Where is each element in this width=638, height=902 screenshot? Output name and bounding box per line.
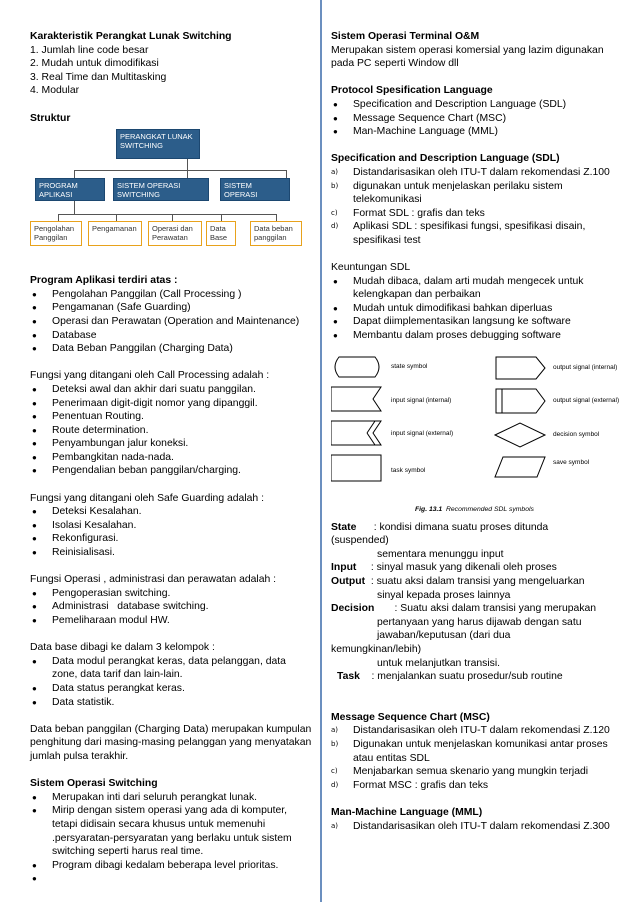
org-box-pengolahan — [30, 221, 82, 246]
list-item: ● Pemeliharaan modul HW. — [30, 614, 314, 628]
oam-intro: Fungsi Operasi , administrasi dan perawatan adalah : — [30, 574, 277, 586]
struktur-heading: Struktur — [30, 112, 71, 124]
definition-text: jawaban/keputusan (dari dua — [377, 630, 511, 642]
org-connector — [276, 214, 277, 221]
org-box-line: Data beban — [254, 224, 293, 234]
list-item: ● Penyambungan jalur koneksi. — [30, 437, 314, 451]
sdl-symbols-figure — [331, 351, 631, 521]
output-internal-label: output signal (internal) — [553, 363, 618, 371]
org-box-line: Base — [210, 233, 228, 243]
list-item: ● Deteksi awal dan akhir dari suatu panggilan. — [30, 383, 314, 397]
list-item: ● Mirip dengan sistem operasi yang ada di komputer, tetapi didisain secara khusus untuk memenuhi .persyaratan-persyaratan yang berlaku untuk sistem switching seperti harus real time. — [30, 804, 314, 858]
org-box-line: PROGRAM — [39, 181, 78, 191]
list-item: ● Penerimaan digit-digit nomor yang dipanggil. — [30, 397, 314, 411]
list-item: ● Data Beban Panggilan (Charging Data) — [30, 342, 314, 356]
list-item: ● Operasi dan Perawatan (Operation and Maintenance) — [30, 315, 314, 329]
definition-text: untuk melanjutkan transisi. — [377, 657, 501, 669]
list-item: ● Merupakan inti dari seluruh perangkat lunak. — [30, 791, 314, 805]
definition-term: Output — [331, 576, 366, 588]
mml-heading: Man-Machine Language (MML) — [331, 806, 483, 818]
list-item: ● Penentuan Routing. — [30, 410, 314, 424]
list-item: ● Dapat diimplementasikan langsung ke software — [331, 315, 615, 329]
program-heading: Program Aplikasi terdiri atas : — [30, 275, 178, 287]
list-item — [30, 872, 314, 886]
save-label: save symbol — [553, 458, 590, 466]
org-box-line: SWITCHING — [117, 190, 160, 200]
list-item: ● Isolasi Kesalahan. — [30, 519, 314, 533]
org-box-database — [206, 221, 236, 246]
input-external-shape — [331, 421, 381, 445]
terminal-paragraph: Merupakan sistem operasi komersial yang lazim digunakan pada PC seperti Window dll — [331, 44, 604, 70]
keuntungan-list — [331, 275, 615, 343]
database-list — [30, 655, 314, 709]
org-box-line: Operasi dan — [152, 224, 193, 234]
org-box-line: Data — [210, 224, 226, 234]
list-item: c) Format SDL : grafis dan teks — [331, 207, 615, 221]
org-box-line: SISTEM OPERASI — [224, 181, 258, 200]
org-box-line: TERMINAL O&M — [224, 199, 281, 209]
org-root-line: SWITCHING — [120, 141, 163, 151]
list-item: c) Menjabarkan semua skenario yang mungkin terjadi — [331, 765, 615, 779]
decision-label: decision symbol — [553, 430, 600, 438]
state-symbol-label: state symbol — [391, 362, 428, 370]
task-symbol-label: task symbol — [391, 466, 426, 474]
definition-term: State — [331, 521, 357, 533]
list-item: ● Data statistik. — [30, 696, 314, 710]
call-processing-intro: Fungsi yang ditangani oleh Call Processing adalah : — [30, 370, 270, 382]
org-box-line: APLIKASI — [39, 190, 73, 200]
org-box-data-beban — [250, 221, 302, 246]
figure-caption-text: Recommended SDL symbols — [445, 505, 534, 513]
org-box-sistem-operasi-terminal — [220, 178, 290, 209]
list-item: ● Membantu dalam proses debugging software — [331, 329, 615, 343]
org-box-line: Panggilan — [34, 233, 68, 243]
safe-guarding-list — [30, 505, 314, 559]
charging-paragraph: Data beban panggilan (Charging Data) merupakan kumpulan penghitung dari masing-masing pelanggan yang menyatakan jumlah pulsa terakhir. — [30, 723, 312, 762]
list-item: ● Pengolahan Panggilan (Call Processing ) — [30, 288, 314, 302]
definition-text: : Suatu aksi dalam transisi yang merupakan — [374, 603, 597, 615]
state-symbol-shape — [335, 357, 379, 377]
org-box-line: Pengamanan — [92, 224, 137, 234]
sdl-heading: Specification and Description Language (SDL) — [331, 153, 560, 165]
definition-text: kemungkinan/lebih) — [331, 644, 422, 655]
list-item: ● Message Sequence Chart (MSC) — [331, 112, 615, 126]
definition-text: sementara menunggu input — [377, 548, 504, 560]
structure-org-chart — [30, 129, 320, 274]
list-item: b) digunakan untuk menjelaskan perilaku sistem telekomunikasi — [331, 180, 615, 207]
definition-text: : suatu aksi dalam transisi yang mengeluarkan — [365, 576, 585, 588]
org-connector — [58, 214, 59, 221]
msc-list — [331, 724, 615, 792]
org-connector — [116, 214, 117, 221]
org-connector — [74, 170, 286, 171]
figure-caption — [415, 503, 534, 517]
list-item: ● Mudah untuk dimodifikasi bahkan diperluas — [331, 302, 615, 316]
program-list — [30, 288, 314, 356]
decision-shape — [495, 423, 545, 447]
karakteristik-heading: Karakteristik Perangkat Lunak Switching — [30, 31, 232, 42]
list-item: ● Pengoperasian switching. — [30, 587, 314, 601]
sos-heading: Sistem Operasi Switching — [30, 778, 158, 790]
list-item: d) Format MSC : grafis dan teks — [331, 779, 615, 793]
task-symbol-shape — [331, 455, 381, 481]
list-item: 1. Jumlah line code besar — [30, 44, 149, 56]
output-internal-shape — [496, 357, 545, 379]
list-item: d) Aplikasi SDL : spesifikasi fungsi, spesifikasi disain, spesifikasi test — [331, 220, 615, 247]
figure-caption-number: Fig. 13.1 — [415, 505, 443, 513]
list-item: 3. Real Time dan Multitasking — [30, 71, 167, 83]
input-internal-label: input signal (internal) — [391, 396, 452, 404]
list-item: a) Distandarisasikan oleh ITU-T dalam rekomendasi Z.100 — [331, 166, 615, 180]
right-column — [331, 30, 620, 833]
definition-text: sinyal kepada proses lainnya — [377, 589, 511, 601]
oam-list — [30, 587, 314, 628]
input-internal-shape — [331, 387, 381, 411]
definition-text: : kondisi dimana suatu proses ditunda — [356, 521, 549, 533]
org-root-box — [116, 129, 200, 159]
list-item: ● Mudah dibaca, dalam arti mudah mengecek untuk kelengkapan dan perbaikan — [331, 275, 615, 302]
org-connector — [221, 214, 222, 221]
list-item: ● Deteksi Kesalahan. — [30, 505, 314, 519]
list-item: 4. Modular — [30, 85, 80, 97]
column-divider — [320, 0, 322, 902]
list-item: ● Administrasi database switching. — [30, 600, 314, 614]
org-connector — [74, 201, 75, 214]
safe-guarding-intro: Fungsi yang ditangani oleh Safe Guarding adalah : — [30, 492, 264, 504]
list-item: a) Distandarisasikan oleh ITU-T dalam rekomendasi Z.300 — [331, 820, 615, 834]
protocol-list — [331, 98, 615, 139]
org-box-line: Pengolahan — [34, 224, 75, 234]
org-connector — [172, 214, 173, 221]
org-connector — [286, 170, 287, 178]
definition-decision — [331, 602, 615, 616]
definition-text: : sinyal masuk yang dikenali oleh proses — [356, 562, 557, 574]
list-item: ● Database — [30, 329, 314, 343]
org-box-line: Perawatan — [152, 233, 188, 243]
karakteristik-list — [30, 44, 314, 98]
list-item: ● Specification and Description Language (SDL) — [331, 98, 615, 112]
sos-list — [30, 791, 314, 886]
list-item: ● Pengamanan (Safe Guarding) — [30, 301, 314, 315]
keuntungan-heading: Keuntungan SDL — [331, 262, 411, 274]
mml-list — [331, 820, 615, 834]
list-item: ● Route determination. — [30, 424, 314, 438]
protocol-heading: Protocol Spesification Language — [331, 85, 493, 97]
org-connector — [187, 159, 188, 170]
org-box-operasi — [148, 221, 202, 246]
definition-task — [331, 670, 615, 684]
list-item: a) Distandarisasikan oleh ITU-T dalam rekomendasi Z.120 — [331, 724, 615, 738]
left-column — [30, 30, 314, 886]
org-box-sistem-operasi-switching — [113, 178, 209, 201]
list-item: 2. Mudah untuk dimodifikasi — [30, 58, 159, 70]
database-intro: Data base dibagi ke dalam 3 kelompok : — [30, 642, 215, 654]
org-connector — [74, 170, 75, 178]
input-external-label: input signal (external) — [391, 429, 454, 437]
list-item: ● Rekonfigurasi. — [30, 532, 314, 546]
definition-state — [331, 521, 615, 535]
list-item: ● Data modul perangkat keras, data pelanggan, data zone, data tarif dan lain-lain. — [30, 655, 314, 682]
definition-term: Task — [337, 671, 360, 683]
msc-heading: Message Sequence Chart (MSC) — [331, 711, 490, 723]
definition-text: : menjalankan suatu prosedur/sub routine — [359, 671, 563, 683]
definition-term: Input — [331, 562, 357, 574]
terminal-heading: Sistem Operasi Terminal O&M — [331, 31, 480, 42]
sdl-list — [331, 166, 615, 248]
definitions — [331, 521, 615, 684]
list-item: ● Pengendalian beban panggilan/charging. — [30, 464, 314, 478]
call-processing-list — [30, 383, 314, 478]
org-connector — [58, 214, 276, 215]
save-shape — [495, 457, 545, 477]
output-external-shape — [496, 389, 545, 413]
list-item: ● Data status perangkat keras. — [30, 682, 314, 696]
list-item: b) Digunakan untuk menjelaskan komunikasi antar proses atau entitas SDL — [331, 738, 615, 765]
org-box-program-aplikasi — [35, 178, 105, 201]
output-external-label: output signal (external) — [553, 396, 620, 404]
list-item: ● Man-Machine Language (MML) — [331, 125, 615, 139]
list-item: ● Pembangkitan nada-nada. — [30, 451, 314, 465]
definition-text: pertanyaan yang harus dijawab dengan satu — [377, 616, 582, 628]
definition-text: (suspended) — [331, 535, 389, 547]
list-item: ● Reinisialisasi. — [30, 546, 314, 560]
list-item: ● Program dibagi kedalam beberapa level prioritas. — [30, 859, 314, 873]
org-root-line: PERANGKAT LUNAK — [120, 132, 193, 142]
org-box-pengamanan — [88, 221, 142, 246]
definition-output — [331, 575, 615, 589]
org-connector — [187, 170, 188, 178]
org-box-line: SISTEM OPERASI — [117, 181, 181, 191]
definition-term: Decision — [331, 603, 375, 615]
org-box-line: panggilan — [254, 233, 287, 243]
definition-input — [331, 561, 615, 575]
